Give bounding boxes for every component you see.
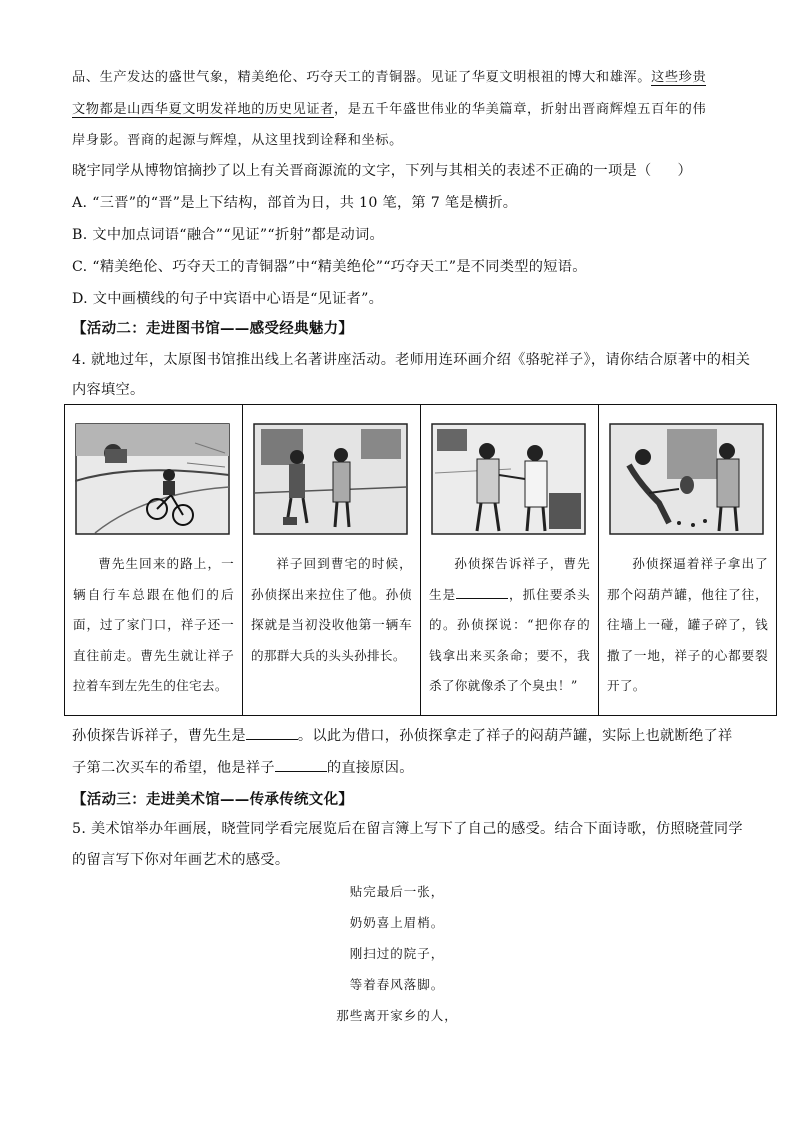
q4-stem-line-1: 4. 就地过年，太原图书馆推出线上名著讲座活动。老师用连环画介绍《骆驼祥子》，请你结合原著中的相关 xyxy=(72,352,751,368)
q4-answer-blank-2[interactable] xyxy=(275,759,327,772)
q3-stem: 晓宇同学从博物馆摘抄了以上有关晋商源流的文字，下列与其相关的表述不正确的一项是（ ） xyxy=(72,163,693,179)
comic-panel-1 xyxy=(65,405,243,715)
poem-line-4: 等着春风落脚。 xyxy=(349,977,445,992)
poem-line-1: 贴完最后一张， xyxy=(349,884,445,899)
q4-answer-blank-1[interactable] xyxy=(246,727,298,740)
comic-illustration-jar xyxy=(609,423,764,535)
q3-option-d: D. 文中画横线的句子中宾语中心语是“见证者”。 xyxy=(72,291,384,307)
poem-line-3: 刚扫过的院子， xyxy=(349,946,445,961)
comic-illustration-gate xyxy=(253,423,408,535)
poem-line-2: 奶奶喜上眉梢。 xyxy=(349,915,445,930)
comic-panel-3 xyxy=(421,405,599,715)
comic-strip-table xyxy=(64,404,777,716)
comic-illustration-confrontation xyxy=(431,423,586,535)
q5-stem-line-1: 5. 美术馆举办年画展，晓萱同学看完展览后在留言簿上写下了自己的感受。结合下面诗歌，仿照晓萱同学 xyxy=(72,821,743,837)
comic-caption-4: 孙侦探逼着祥子拿出了那个闷葫芦罐，他往了往，往墙上一碰，罐子碎了，钱撒了一地，祥子的心都要裂开了。 xyxy=(607,556,768,693)
comic-caption-2: 祥子回到曹宅的时候，孙侦探出来拉住了他。孙侦探就是当初没收他第一辆车的那群大兵的头头孙排长。 xyxy=(251,556,412,663)
passage-line-3: 岸身影。晋商的起源与辉煌，从这里找到诠释和坐标。 xyxy=(72,133,403,148)
q3-option-c: C. “精美绝伦、巧夺天工的青铜器”中“精美绝伦”“巧夺天工”是不同类型的短语。 xyxy=(72,259,587,275)
comic-panel-4 xyxy=(599,405,776,715)
comic-panel-2 xyxy=(243,405,421,715)
comic-illustration-bicycle xyxy=(75,423,230,535)
q4-fill-line-1: 孙侦探告诉祥子，曹先生是 。以此为借口，孙侦探拿走了祥子的闷葫芦罐，实际上也就断绝了祥 xyxy=(72,728,733,744)
passage-line-1: 品、生产发达的盛世气象，精美绝伦、巧夺天工的青铜器。见证了华夏文明根祖的博大和雄浑。这些珍贵 xyxy=(72,70,707,85)
q3-option-a: A. “三晋”的“晋”是上下结构，部首为日，共 10 笔，第 7 笔是横折。 xyxy=(72,195,518,211)
q4-fill-line-2: 子第二次买车的希望，他是祥子 的直接原因。 xyxy=(72,760,414,776)
poem-line-5: 那些离开家乡的人， xyxy=(336,1008,458,1023)
passage-line-2: 文物都是山西华夏文明发祥地的历史见证者，是五千年盛世伟业的华美篇章，折射出晋商辉煌五百年的伟 xyxy=(72,102,707,117)
activity3-heading: 【活动三：走进美术馆——传承传统文化】 xyxy=(72,791,354,808)
comic-caption-1: 曹先生回来的路上，一辆自行车总跟在他们的后面，过了家门口，祥子还一直往前走。曹先生就让祥子拉着车到左先生的住宅去。 xyxy=(73,556,234,693)
q5-stem-line-2: 的留言写下你对年画艺术的感受。 xyxy=(72,852,290,868)
activity2-heading: 【活动二：走进图书馆——感受经典魅力】 xyxy=(72,320,354,337)
comic-caption-3: 孙侦探告诉祥子，曹先生是 ，抓住要杀头的。孙侦探说：“把你存的钱拿出来买条命；要不，我杀了你就像杀了个臭虫！” xyxy=(429,556,590,693)
comic-caption-blank xyxy=(456,586,508,599)
q3-option-b: B. 文中加点词语“融合”“见证”“折射”都是动词。 xyxy=(72,227,384,243)
q4-stem-line-2: 内容填空。 xyxy=(72,382,145,398)
